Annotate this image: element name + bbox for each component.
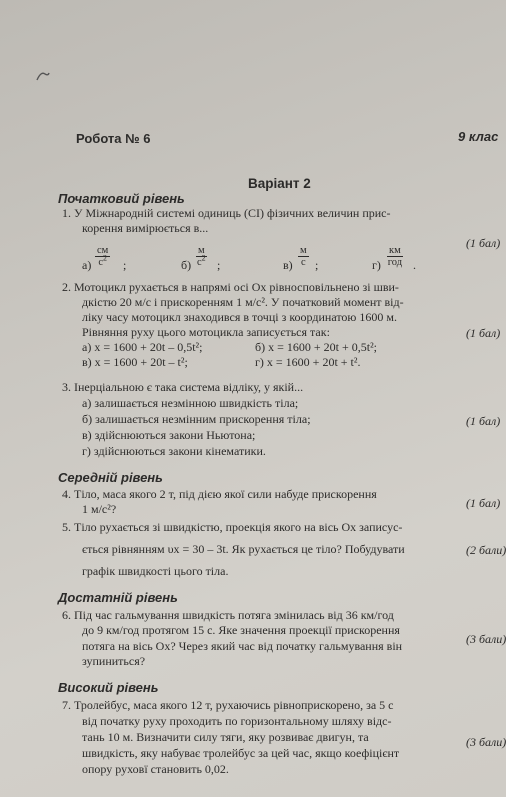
q2-line2: дкістю 20 м/с і прискоренням 1 м/с². У початковий момент від- (82, 295, 404, 309)
q3-points: (1 бал) (466, 414, 501, 428)
level-heading-high: Високий рівень (58, 680, 159, 695)
q6-points: (3 бали) (466, 632, 506, 646)
q5-line3: графік швидкості цього тіла. (82, 564, 229, 578)
q1-option-v: в) (283, 258, 293, 272)
q5-line1: 5. Тіло рухається зі швидкістю, проекція якого на вісь Ox записус- (62, 520, 403, 534)
q1-frac-b: м $с^2$ (196, 245, 206, 268)
class-label: 9 клас (458, 129, 499, 144)
q7-line1: 7. Тролейбус, маса якого 12 т, рухаючись рівноприскорено, за 5 с (62, 698, 394, 712)
level-heading-middle: Середній рівень (58, 470, 163, 485)
q7-points: (3 бали) (466, 735, 506, 749)
q1-frac-a: см $с^2$ (97, 245, 109, 268)
q2-points: (1 бал) (466, 326, 501, 340)
worksheet-page: Робота № 6 9 клас Варіант 2 Початковий рівень 1. У Міжнародній системі одиниць (СІ) фізичних величин прис- корення вимірюється в... а) см $с^2$ ; б) м $с^2$ ; в) м с ; г) км год . (1 бал) 2. Мотоцикл рухається в напрямі осі Ox рівносповільнено зі шви- дкістю 20 м/с і прискоренням 1 м/с². У початковий момент від- ліку часу мотоцикл знаходився в точці з координатою 1600 м. Рівняння руху цього мотоцикла записується так: а) x = 1600 + 20t – 0,5t²; б) x = 1600 + 20t + 0,5t²; в) x = 1600 + 20t – t²; г) x = 1600 + 20t + t². (1 бал) 3. Інерціальною є така система відліку, у якій... а) залишається незмінною швидкість тіла; б) залишається незмінним прискорення тіла; в) здійснюються закони Ньютона; г) здійснюються закони кінематики. (1 бал) Середній рівень 4. Тіло, маса якого 2 т, під дією якої сили набуде прискорення 1 м/с²? (1 бал) 5. Тіло рухається зі швидкістю, проекція якого на вісь Ox записус- ється рівнянням υx = 30 – 3t. Як рухається це тіло? Побудувати графік швидкості цього тіла. (2 бали) Достатній рівень 6. Під час гальмування швидкість потяга змінилась від 36 км/год до 9 км/год протягом 15 с. Яке значення проекції прискорення потяга на вісь Ox? Через який час від початку гальмування він зупиниться? (3 бали) Високий рівень 7. Тролейбус, маса якого 12 т, рухаючись рівноприскорено, за 5 с від початку руху проходить по горизонтальному шляху відс- тань 10 м. Визначити силу тяги, яку розвиває двигун, та швидкість, яку набуває тролейбус за цей час, якщо коефіцієнт опору руховї становить 0,02. (3 бали) (0, 0, 500, 797)
q6-line4: зупиниться? (82, 654, 146, 668)
level-heading-sufficient: Достатній рівень (58, 590, 178, 605)
q1-option-a: а) (82, 258, 92, 272)
q7-line5: опору руховї становить 0,02. (82, 762, 229, 776)
q7-line4: швидкість, яку набуває тролейбус за цей час, якщо коефіцієнт (82, 746, 400, 760)
pen-mark-icon (36, 70, 50, 82)
work-title: Робота № 6 (76, 131, 151, 146)
q2-option-a: а) x = 1600 + 20t – 0,5t²; (82, 340, 203, 354)
q2-option-b: б) x = 1600 + 20t + 0,5t²; (255, 340, 378, 354)
q3-option-v: в) здійснюються закони Ньютона; (82, 428, 256, 442)
q6-line3: потяга на вісь Ox? Через який час від початку гальмування він (82, 639, 403, 653)
q6-line2: до 9 км/год протягом 15 с. Яке значення проекції прискорення (82, 623, 400, 637)
q2-option-g: г) x = 1600 + 20t + t². (255, 355, 361, 369)
level-heading-initial: Початковий рівень (58, 191, 185, 206)
q3-line1: 3. Інерціальною є така система відліку, у якій... (62, 380, 304, 394)
q1-points: (1 бал) (466, 236, 501, 250)
q3-option-a: а) залишається незмінною швидкість тіла; (82, 396, 299, 410)
q4-line2: 1 м/с²? (82, 502, 117, 516)
variant-title: Варіант 2 (248, 176, 311, 191)
q2-option-v: в) x = 1600 + 20t – t²; (82, 355, 188, 369)
q2-line4: Рівняння руху цього мотоцикла записується так: (82, 325, 330, 339)
q1-frac-g: км год (387, 245, 403, 268)
q4-line1: 4. Тіло, маса якого 2 т, під дією якої сили набуде прискорення (62, 487, 377, 501)
q5-line2: ється рівнянням υx = 30 – 3t. Як рухається це тіло? Побудувати (82, 542, 405, 556)
q2-line1: 2. Мотоцикл рухається в напрямі осі Ox рівносповільнено зі шви- (62, 280, 399, 294)
q7-line3: тань 10 м. Визначити силу тяги, яку розвиває двигун, та (82, 730, 369, 744)
q5-points: (2 бали) (466, 543, 506, 557)
q1-line2: корення вимірюється в... (82, 221, 209, 235)
q4-points: (1 бал) (466, 496, 501, 510)
q3-option-b: б) залишається незмінним прискорення тіла; (82, 412, 311, 426)
q3-option-g: г) здійснюються закони кінематики. (82, 444, 266, 458)
q1-option-g: г) (372, 258, 381, 272)
q1-line1: 1. У Міжнародній системі одиниць (СІ) фізичних величин прис- (62, 206, 391, 220)
q1-frac-v: м с (300, 245, 307, 268)
q6-line1: 6. Під час гальмування швидкість потяга змінилась від 36 км/год (62, 608, 394, 622)
q7-line2: від початку руху проходить по горизонтальному шляху відс- (82, 714, 392, 728)
q1-option-b: б) (181, 258, 192, 272)
q2-line3: ліку часу мотоцикл знаходився в точці з координатою 1600 м. (82, 310, 397, 324)
